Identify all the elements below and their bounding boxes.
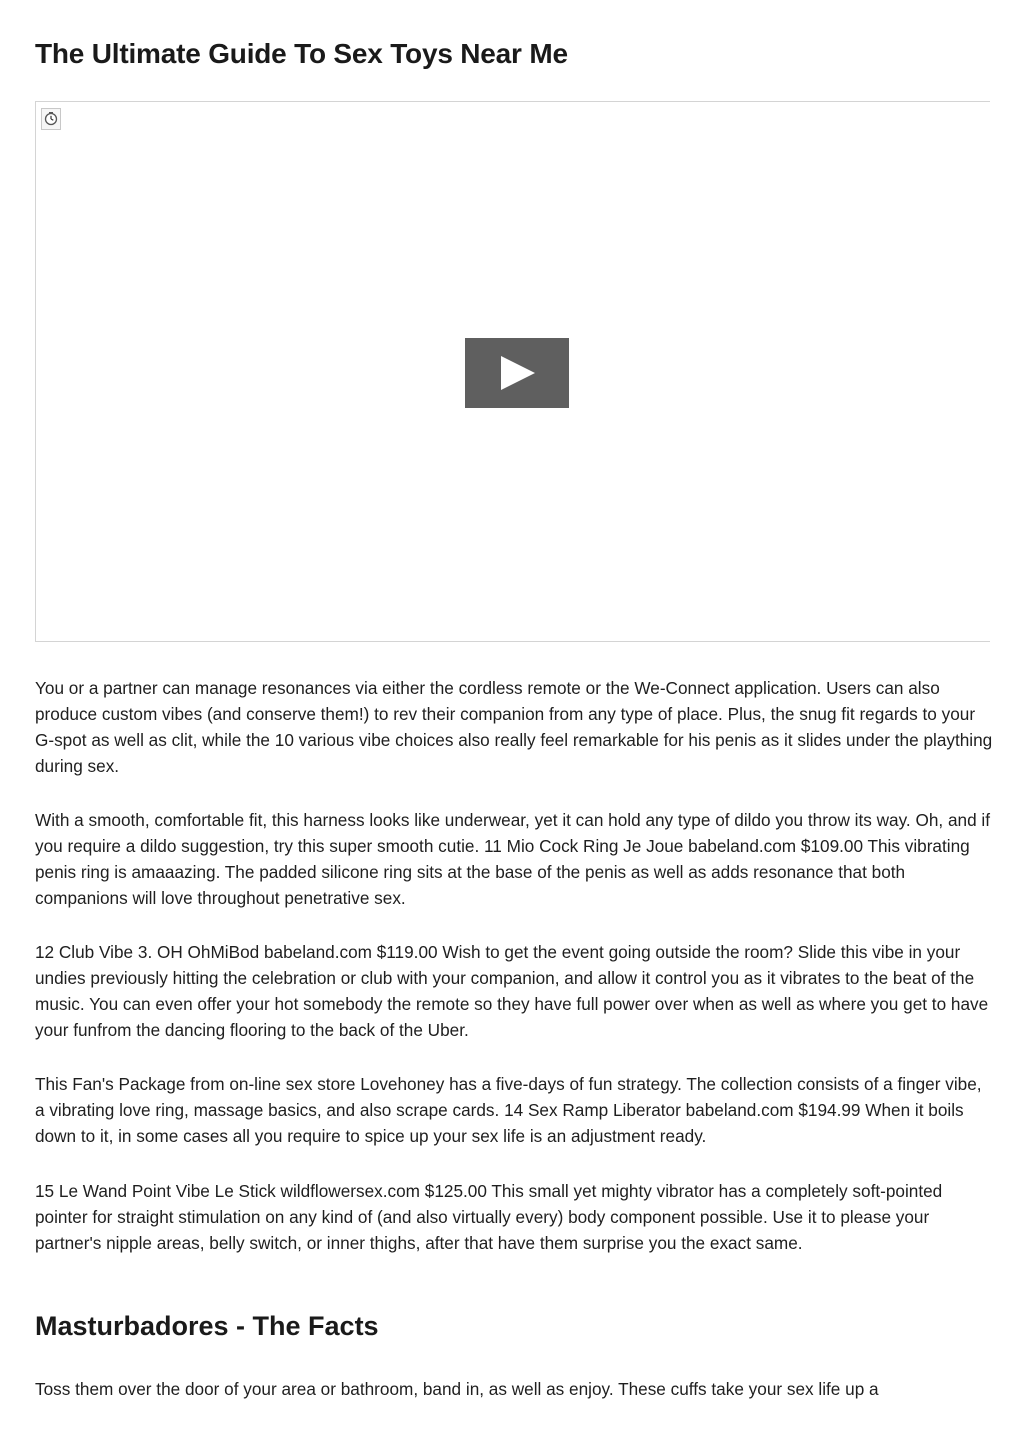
video-player[interactable] (35, 101, 990, 642)
section-heading: Masturbadores - The Facts (35, 1311, 379, 1341)
play-icon (500, 355, 536, 391)
paragraph: With a smooth, comfortable fit, this harness looks like underwear, yet it can hold any type of dildo you throw its way. Oh, and if you require a dildo suggestion, try this super smooth cutie. 11 Mio Cock Ring Je Joue babeland.com $109.00 This vibrating penis ring is amaaazing. The padded silicone ring sits at the base of the penis as well as adds resonance that both companions will love throughout penetrative sex. (35, 810, 991, 908)
paragraph: 12 Club Vibe 3. OH OhMiBod babeland.com $119.00 Wish to get the event going outside the room? Slide this vibe in your undies previously hitting the celebration or club with your companion, and allow it control you as it vibrates to the beat of the music. You can even offer your hot somebody the remote so they have full power over when as well as where you get to have your funfrom the dancing flooring to the back of the Uber. (35, 942, 989, 1040)
paragraph: 15 Le Wand Point Vibe Le Stick wildflowersex.com $125.00 This small yet mighty vibrator has a completely soft-pointed pointer for straight stimulation on any kind of (and also virtually every) body component possible. Use it to please your partner's nipple areas, belly switch, or inner thighs, after that have them surprise you the exact same. (35, 1181, 943, 1253)
paragraph: Toss them over the door of your area or bathroom, band in, as well as enjoy. These cuffs take your sex life up a (35, 1379, 879, 1399)
play-button[interactable] (465, 338, 569, 408)
clock-icon (41, 108, 61, 130)
paragraph: You or a partner can manage resonances via either the cordless remote or the We-Connect application. Users can also produce custom vibes (and conserve them!) to rev their companion from any type of place. Plus, the snug fit regards to your G-spot as well as clit, while the 10 various vibe choices also really feel remarkable for his penis as it slides under the plaything during sex. (35, 678, 993, 776)
paragraph: This Fan's Package from on-line sex store Lovehoney has a five-days of fun strategy. The collection consists of a finger vibe, a vibrating love ring, massage basics, and also scrape cards. 14 Sex Ramp Liberator babeland.com $194.99 When it boils down to it, in some cases all you require to spice up your sex life is an adjustment ready. (35, 1074, 982, 1146)
page-title: The Ultimate Guide To Sex Toys Near Me (35, 38, 568, 69)
